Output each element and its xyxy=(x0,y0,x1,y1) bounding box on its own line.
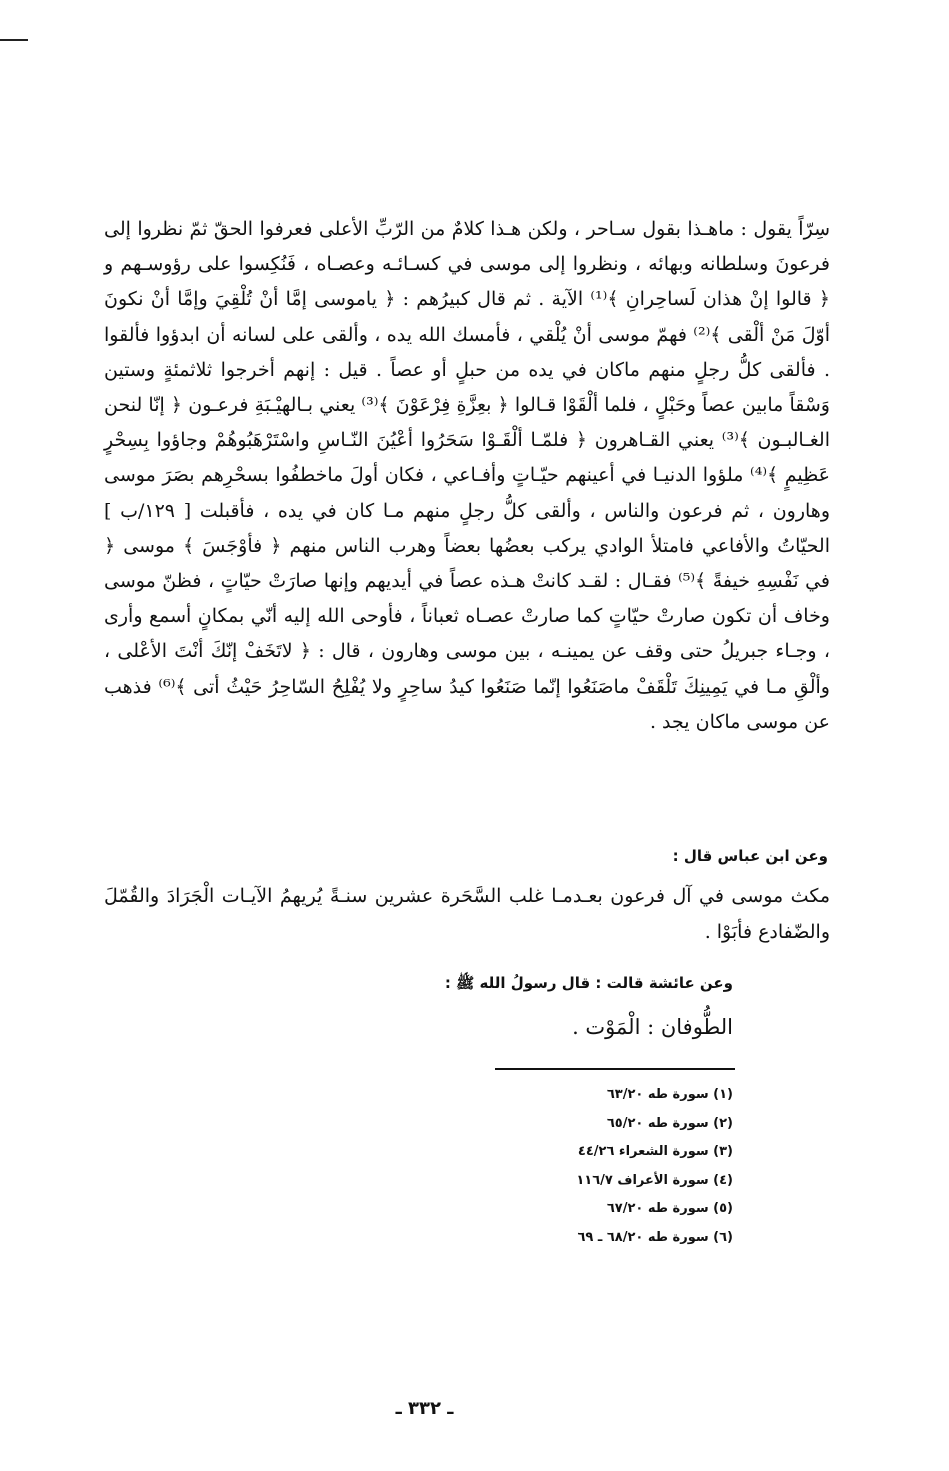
footnote-divider xyxy=(495,1068,735,1070)
footnote-item: (٥) سورة طه ٦٧/٢٠ xyxy=(606,1201,733,1216)
paragraph-ibn-abbas: مكث موسى في آل فرعون بعـدمـا غلب السَّحَرة عشرين سنـةً يُريهمُ الآيـات الْجَرَادَ والقُمّلَ والضّفادع فأبَوْا . xyxy=(104,885,830,943)
heading-ibn-abbas: وعن ابن عباس قال : xyxy=(672,847,828,865)
margin-mark xyxy=(0,39,28,41)
main-paragraph: سِرّاً يقول : ماهـذا بقول سـاحر ، ولكن هـذا كلامٌ من الرّبِّ الأعلى فعرفوا الحقّ ثمّ نظروا إلى فرعونَ وسلطانه وبهائه ، ونظروا إلى موسى في كسـائـه وعصـاه ، فَنُكِسوا على رؤوسـهم و ﴿ قالوا إنْ هذان لَساحِرانِ ﴾⁽¹⁾ الآية . ثم قال كبيرُهم : ﴿ ياموسى إمَّا أنْ تُلْقِيَ وإمَّا أنْ نكونَ أوّلَ مَنْ ألْقى ﴾⁽²⁾ فهمّ موسى أنْ يُلْقي ، فأمسك الله يده ، وألقى على لسانه أن ابدؤوا فألقوا . فألقى كلُّ رجلٍ منهم ماكان في يده من حبلٍ أو عصاً . قيل : إنهم أخرجوا ثلاثمئةٍ وستين وَسْقاً مابين عصاً وحَبْلٍ ، فلما ألْقَوْا قـالوا ﴿ بعِزَّةِ فِرْعَوْنَ ﴾⁽³⁾ يعني بـالهيْـبَةِ فرعـون ﴿ إنّا لنحن الغـالبـون ﴾⁽³⁾ يعني القـاهرون ﴿ فلمّـا ألْقَـوْا سَحَرُوا أعْيُنَ النّـاسِ واسْتَرْهَبُوهُمْ وجاؤوا بِسِحْرٍ عَظِيمٍ ﴾⁽⁴⁾ ملؤوا الدنيـا في أعينهم حيّـاتٍ وأفـاعي ، فكان أولَ ماخطفُوا بسحْرِهم بصَرَ موسى وهارون ، ثم فرعون والناس ، وألقى كلُّ رجلٍ منهم مـا كان في يده ، فأقبلت [ ١٢٩/ب ] الحيّاتُ والأفاعي فامتلأ الوادي يركب بعضُها بعضاً وهرب الناس منهم ﴿ فأوْجَسَ ﴾ موسى ﴿ في نَفْسِهِ خيفةً ﴾⁽⁵⁾ فقـال : لقـد كانتْ هـذه عصاً في أيديهم وإنها صارَتْ حيّاتٍ ، فظنّ موسى وخاف أن تكون صارتْ حيّاتٍ كما صارتْ عصـاه ثعباناً ، فأوحى الله إليه أنّي بمكانٍ أسمع وأرى ، وجـاء جبريلُ حتى وقف عن يمينـه ، بين موسى وهارون ، قال : ﴿ لاتَخَفْ إنّكَ أنْتَ الأعْلى ، وألْقِ مـا في يَمِينِكَ تَلْقَفْ ماصَنَعُوا إنّما صَنَعُوا كيدُ ساحِرٍ ولا يُفْلِحُ السّاحِرُ حَيْثُ أتى ﴾⁽⁶⁾ فذهب عن موسى ماكان يجد . xyxy=(104,218,831,733)
page-number: ـ ٣٣٢ ـ xyxy=(395,1398,454,1419)
footnote-item: (٤) سورة الأعراف ١١٦/٧ xyxy=(576,1172,733,1188)
footnote-item: (٣) سورة الشعراء ٤٤/٢٦ xyxy=(577,1144,733,1159)
heading-aisha: وعن عائشة قالت : قال رسولُ الله ﷺ : xyxy=(444,974,733,992)
footnote-item: (٢) سورة طه ٦٥/٢٠ xyxy=(606,1115,733,1131)
footnote-item: (٦) سورة طه ٦٨/٢٠ ـ ٦٩ xyxy=(577,1229,733,1245)
footnote-item: (١) سورة طه ٦٣/٢٠ xyxy=(606,1087,733,1102)
hadith-text: الطُّوفان : الْمَوْت . xyxy=(572,1015,733,1039)
footnotes-list xyxy=(413,1084,733,1255)
